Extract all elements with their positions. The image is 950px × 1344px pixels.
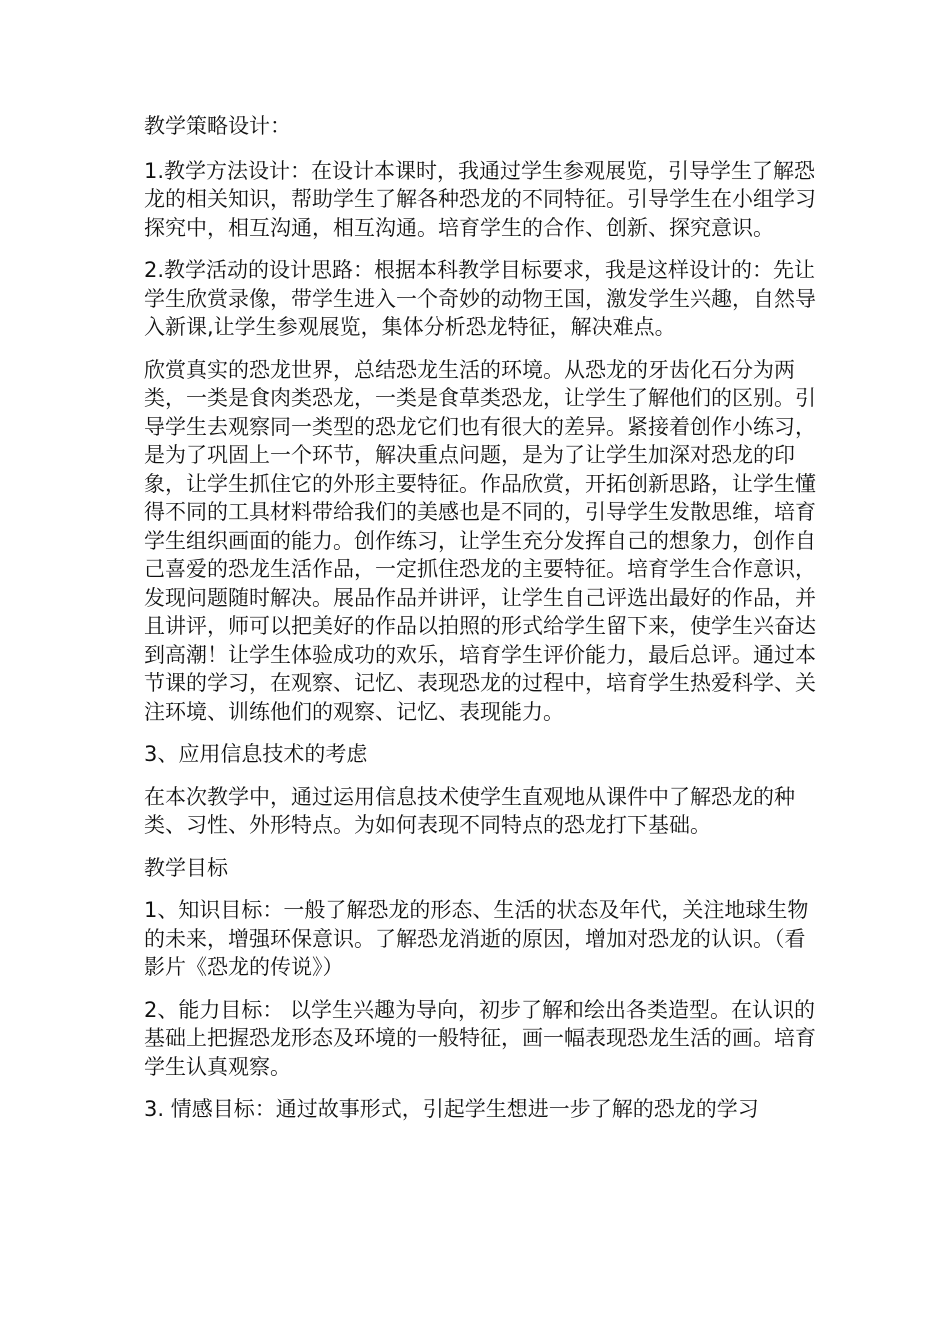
section-heading-objectives: 教学目标 [144, 855, 228, 880]
paragraph-teaching-method: 1.教学方法设计：在设计本课时，我通过学生参观展览，引导学生了解恐龙的相关知识，帮助学生了解各种恐龙的不同特征。引导学生在小组学习探究中，相互沟通，相互沟通。培育学生的合作、创新、探究意识。 [144, 158, 816, 240]
paragraph-emotion-objective: 3. 情感目标：通过故事形式，引起学生想进一步了解的恐龙的学习 [144, 1097, 759, 1121]
paragraph-knowledge-objective: 1、知识目标：一般了解恐龙的形态、生活的状态及年代，关注地球生物的未来，增强环保意识。了解恐龙消逝的原因，增加对恐龙的认识。（看影片《恐龙的传说》） [144, 898, 809, 979]
paragraph-ability-objective: 2、能力目标： 以学生兴趣为导向，初步了解和绘出各类造型。在认识的基础上把握恐龙形态及环境的一般特征，画一幅表现恐龙生活的画。培育学生认真观察。 [144, 997, 816, 1079]
section-heading-info-tech: 3、应用信息技术的考虑 [144, 742, 368, 766]
document-body [144, 112, 824, 1138]
paragraph-info-tech: 在本次教学中，通过运用信息技术使学生直观地从课件中了解恐龙的种类、习性、外形特点。为如何表现不同特点的恐龙打下基础。 [144, 784, 795, 837]
paragraph-activity-design: 2.教学活动的设计思路：根据本科教学目标要求，我是这样设计的：先让学生欣赏录像，带学生进入一个奇妙的动物王国，激发学生兴趣，自然导入新课,让学生参观展览，集体分析恐龙特征，解决难点。 [144, 258, 816, 339]
section-heading-strategy: 教学策略设计： [144, 114, 291, 138]
paragraph-appreciation: 欣赏真实的恐龙世界，总结恐龙生活的环境。从恐龙的牙齿化石分为两类，一类是食肉类恐龙，一类是食草类恐龙，让学生了解他们的区别。引导学生去观察同一类型的恐龙它们也有很大的差异。紧接着创作小练习，是为了巩固上一个环节，解决重点问题，是为了让学生加深对恐龙的印象，让学生抓住它的外形主要特征。作品欣赏，开拓创新思路，让学生懂得不同的工具材料带给我们的美感也是不同的，引导学生发散思维，培育学生组织画面的能力。创作练习，让学生充分发挥自己的想象力，创作自己喜爱的恐龙生活作品，一定抓住恐龙的主要特征。培育学生合作意识，发现问题随时解决。展品作品并讲评，让学生自己评选出最好的作品，并且讲评，师可以把美好的作品以拍照的形式给学生留下来，使学生兴奋达到高潮！让学生体验成功的欢乐，培育学生评价能力，最后总评。通过本节课的学习，在观察、记忆、表现恐龙的过程中，培育学生热爱科学、关注环境、训练他们的观察、记忆、表现能力。 [144, 357, 816, 724]
